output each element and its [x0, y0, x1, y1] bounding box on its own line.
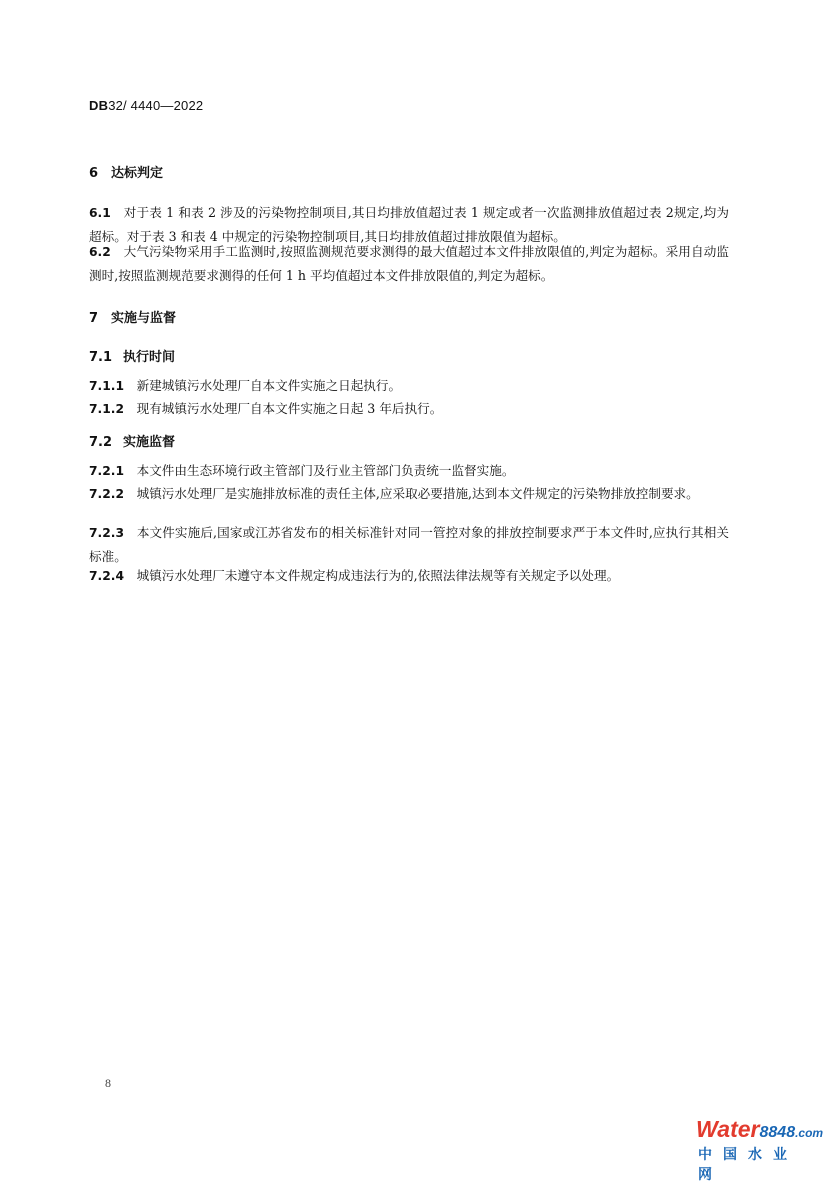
logo-word: Water — [696, 1116, 760, 1142]
clause-7-2-1: 7.2.1 本文件由生态环境行政主管部门及行业主管部门负责统一监督实施。 — [89, 463, 515, 478]
page-number: 8 — [105, 1076, 111, 1090]
clause-7-1-1: 7.1.1 新建城镇污水处理厂自本文件实施之日起执行。 — [89, 378, 402, 393]
clause-7-2-2: 7.2.2 城镇污水处理厂是实施排放标准的责任主体,应采取必要措施,达到本文件规定的污染物排放控制要求。 — [89, 486, 699, 501]
section-7-heading: 7 实施与监督 — [89, 311, 177, 326]
clause-7-1-2: 7.1.2 现有城镇污水处理厂自本文件实施之日起 3 年后执行。 — [89, 401, 443, 416]
clause-7-2-3: 7.2.3 本文件实施后,国家或江苏省发布的相关标准针对同一管控对象的排放控制要求严于本文件时,应执行其相关标准。 — [89, 525, 730, 564]
document-code: DB32/ 4440—2022 — [89, 98, 204, 113]
clause-6-1: 6.1 对于表 1 和表 2 涉及的污染物控制项目,其日均排放值超过表 1 规定或者一次监测排放值超过表 2规定,均为超标。对于表 3 和表 4 中规定的污染物控制项目,其日均排放值超过排放限值为超标。 — [89, 205, 729, 244]
clause-6-2: 6.2 大气污染物采用手工监测时,按照监测规范要求测得的最大值超过本文件排放限值的,判定为超标。采用自动监测时,按照监测规范要求测得的任何 1 h 平均值超过本文件排放限值的,判定为超标。 — [89, 244, 729, 283]
section-7-1-heading: 7.1 执行时间 — [89, 350, 176, 365]
section-7-2-heading: 7.2 实施监督 — [89, 435, 176, 450]
logo-chinese-name: 中国水业网 — [698, 1147, 798, 1183]
section-6-heading: 6 达标判定 — [89, 166, 164, 181]
water8848-watermark-logo — [696, 1116, 824, 1183]
logo-digits: 8848 — [759, 1124, 796, 1141]
logo-suffix: .com — [795, 1126, 824, 1140]
clause-7-2-4: 7.2.4 城镇污水处理厂未遵守本文件规定构成违法行为的,依照法律法规等有关规定予以处理。 — [89, 568, 620, 583]
